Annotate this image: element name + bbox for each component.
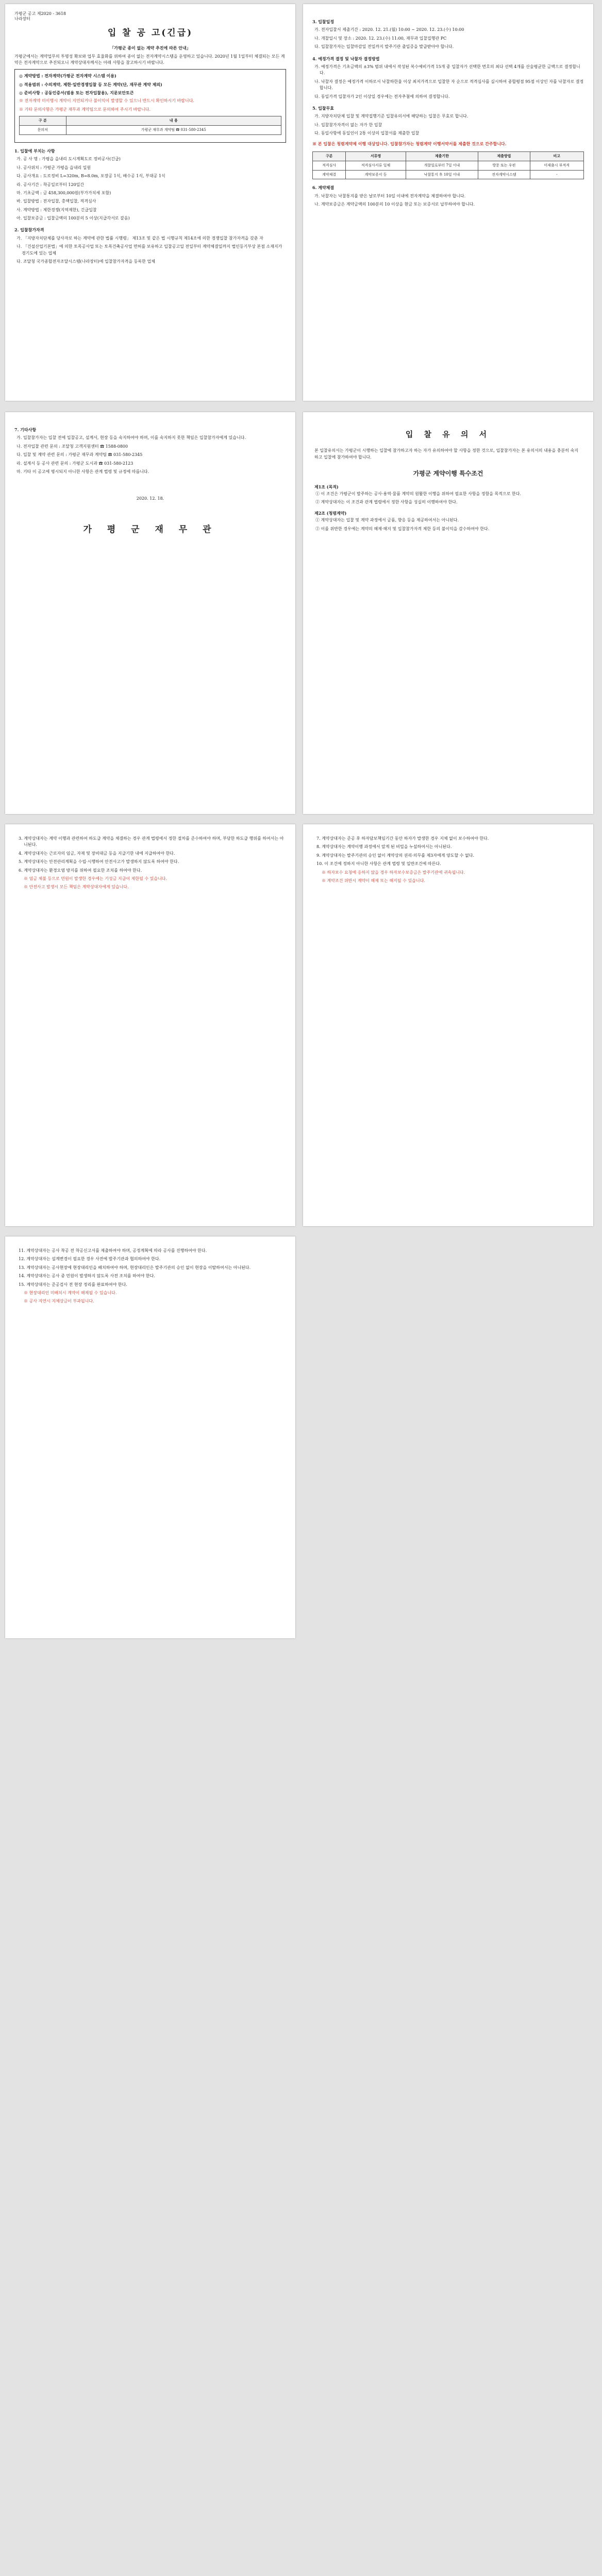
- contract-page-3: [5, 1236, 295, 1638]
- list-item: 14. 계약상대자는 공사 중 민원이 발생하지 않도록 사전 조치를 하여야 한다.: [19, 1274, 155, 1279]
- issuing-organization: 가 평 군 재 무 관: [83, 524, 218, 535]
- list-item: 15. 계약상대자는 준공검사 전 현장 정리를 완료하여야 한다.: [19, 1282, 127, 1287]
- article-clause: ① 계약상대자는 입찰 및 계약 과정에서 금품, 향응 등을 제공하여서는 아니된다.: [315, 518, 459, 523]
- article-clause: ② 이를 위반한 경우에는 계약의 해제·해지 및 입찰참가자격 제한 등의 불이익을 감수하여야 한다.: [315, 526, 490, 531]
- list-item: 다. 입찰 및 계약 관련 문의 : 가평군 재무과 계약팀 ☎ 031-580-2345: [16, 452, 143, 457]
- section-title: 2. 입찰참가자격: [14, 227, 44, 233]
- list-item: 가. 예정가격은 기초금액의 ±3% 범위 내에서 작성된 복수예비가격 15개 중 입찰자가 선택한 번호의 최다 선택 4개를 산술평균한 금액으로 결정합니다.: [314, 64, 580, 76]
- list-item: 다. 입찰참가자는 입찰마감일 전일까지 발주기관 출입증을 발급받아야 합니다.: [314, 44, 454, 49]
- list-item: 11. 계약상대자는 공사 착공 전 착공신고서를 제출하여야 하며, 공정계획에 따라 공사를 진행하여야 한다.: [19, 1248, 207, 1253]
- list-item: 다. 조달청 국가종합전자조달시스템(나라장터)에 입찰참가자격을 등록한 업체: [16, 259, 155, 264]
- list-item: 마. 기타 이 공고에 명시되지 아니한 사항은 관계 법령 및 규정에 따릅니다.: [16, 469, 149, 474]
- list-item: 12. 계약상대자는 설계변경이 필요한 경우 사전에 발주기관과 협의하여야 한다.: [19, 1257, 161, 1262]
- notice-page-1: [5, 4, 295, 401]
- list-item: 다. 공사개요 : 도로정비 L=320m, B=8.0m, 포장공 1식, 배수공 1식, 부대공 1식: [16, 174, 165, 179]
- contract-page-2: [303, 824, 593, 1226]
- notice-subtitle: 「가평군 종이 없는 계약 추진에 따른 안내」: [110, 45, 191, 51]
- article-title: 제2조 (청렴계약): [314, 510, 347, 516]
- list-item: 다. 동일가격 입찰자가 2인 이상일 경우에는 전자추첨에 의하여 결정합니다.: [314, 94, 450, 99]
- pledge-page: [303, 412, 593, 814]
- warning-note: ※ 현장대리인 미배치시 계약이 해제될 수 있습니다.: [24, 1290, 117, 1295]
- list-item: 나. 「건설산업기본법」에 의한 토목공사업 또는 토목건축공사업 면허를 보유하고 입찰공고일 전일부터 계약체결일까지 법인등기부상 본점 소재지가 경기도에 있는 업체: [16, 244, 282, 256]
- warning-note: ※ 안전사고 발생시 모든 책임은 계약상대자에게 있습니다.: [24, 885, 129, 890]
- list-item: 6. 계약상대자는 환경오염 방지를 위하여 필요한 조치를 하여야 한다.: [19, 868, 142, 873]
- list-item: 나. 전자입찰 관련 문의 : 조달청 고객지원센터 ☎ 1588-0800: [16, 444, 128, 449]
- notice-date: 2020. 12. 18.: [136, 496, 164, 501]
- list-item: 라. 공사기간 : 착공일로부터 120일간: [16, 182, 85, 187]
- notice-page-2: [303, 4, 593, 401]
- list-item: 나. 계약보증금은 계약금액의 100분의 10 이상을 현금 또는 보증서로 납부하여야 합니다.: [314, 202, 475, 207]
- list-item: 13. 계약상대자는 공사현장에 현장대리인을 배치하여야 하며, 현장대리인은 발주기관의 승인 없이 현장을 이탈하여서는 아니된다.: [19, 1265, 251, 1270]
- list-item: 8. 계약상대자는 계약이행 과정에서 알게 된 비밀을 누설하여서는 아니된다.: [316, 844, 452, 850]
- table-row: 적격심사 적격심사서류 일체 개찰일로부터 7일 이내 방문 또는 우편 미제출시 부적격: [313, 161, 584, 170]
- document-table: 구분 서류명 제출기한 제출방법 비고 적격심사 적격심사서류 일체 개찰일로부터 7일 이내 방문 또는 우편 미제출시 부적격 계약체결 계약보증서 등 낙찰통지 후 10일 이내 전자계약시스템 -: [312, 151, 584, 180]
- notice-page-3: [5, 412, 295, 814]
- notice-info-box: ◎ 계약방법 : 전자계약(가평군 전자계약 시스템 이용) ◎ 적용범위 : 수의계약, 제한·일반경쟁입찰 등 모든 계약(단, 재무관 계약 제외) ◎ 준비사항 : 공동인증서(범용 또는 전자입찰용), 지문보안토큰 ※ 전자계약 미이행시 계약이 지연되거나 불이익이 발생할 수 있으니 반드시 확인하시기 바랍니다. ※ 기타 문의사항은 가평군 재무과 계약팀으로 문의하여 주시기 바랍니다. 구 분 내 용 문의처 가평군 재무과 계약팀 ☎ 031-580-2345: [14, 69, 286, 143]
- list-item: 가. 지방자치단체 입찰 및 계약집행기준 입찰유의서에 해당하는 입찰은 무효로 합니다.: [314, 114, 469, 119]
- list-item: 5. 계약상대자는 안전관리계획을 수립·시행하여 안전사고가 발생하지 않도록 하여야 한다.: [19, 859, 179, 865]
- list-item: 가. 「지방자치단체를 당사자로 하는 계약에 관한 법률 시행령」 제13조 및 같은 법 시행규칙 제14조에 의한 경쟁입찰 참가자격을 갖춘 자: [16, 235, 263, 241]
- section-title: 1. 입찰에 부치는 사항: [14, 148, 55, 154]
- list-item: 가. 공 사 명 : 가평읍 읍내리 도시계획도로 정비공사(긴급): [16, 157, 121, 162]
- list-item: 10. 이 조건에 정하지 아니한 사항은 관계 법령 및 일반조건에 따른다.: [316, 861, 441, 867]
- contract-page-1: [5, 824, 295, 1226]
- list-item: 9. 계약상대자는 발주기관의 승인 없이 계약상의 권리·의무를 제3자에게 양도할 수 없다.: [316, 853, 474, 858]
- pledge-title: 입 찰 유 의 서: [405, 430, 491, 439]
- notice-header: 가평군 공고 제2020 - 3618 나라장터: [14, 11, 66, 22]
- article-clause: ① 이 조건은 가평군이 발주하는 공사·용역·물품 계약의 원활한 이행을 위하여 필요한 사항을 정함을 목적으로 한다.: [315, 492, 521, 497]
- section-title: 3. 입찰일정: [312, 19, 335, 24]
- list-item: 아. 입찰보증금 : 입찰금액의 100분의 5 이상(지급각서로 갈음): [16, 216, 130, 221]
- list-item: 가. 낙찰자는 낙찰통지를 받은 날로부터 10일 이내에 전자계약을 체결하여야 합니다.: [314, 193, 466, 198]
- highlight-note: ※ 본 입찰은 청렴계약제 이행 대상입니다. 입찰참가자는 청렴계약 이행서약서를 제출한 것으로 간주합니다.: [312, 141, 507, 147]
- section-title: 5. 입찰무효: [312, 105, 335, 111]
- warning-note: ※ 임금 체불 등으로 민원이 발생한 경우에는 기성금 지급이 제한될 수 있습니다.: [24, 876, 168, 881]
- pledge-intro: 본 입찰유의서는 가평군이 시행하는 입찰에 참가하고자 하는 자가 유의하여야 할 사항을 정한 것으로, 입찰참가자는 본 유의서의 내용을 충분히 숙지하고 입찰에 참가하여야 합니다.: [314, 448, 578, 460]
- article-clause: ② 계약상대자는 이 조건과 관계 법령에서 정한 사항을 성실히 이행하여야 한다.: [315, 500, 458, 505]
- warning-note: ※ 계약조건 위반시 계약이 해제 또는 해지될 수 있습니다.: [322, 878, 425, 883]
- notice-title: 입 찰 공 고(긴급): [107, 27, 193, 38]
- notice-info-table: 구 분 내 용 문의처 가평군 재무과 계약팀 ☎ 031-580-2345: [19, 116, 281, 135]
- section-title: 7. 기타사항: [14, 427, 37, 432]
- warning-note: ※ 하자보수 요청에 응하지 않을 경우 하자보수보증금은 발주기관에 귀속됩니다.: [322, 870, 465, 875]
- list-item: 가. 입찰참가자는 입찰 전에 입찰공고, 설계서, 현장 등을 숙지하여야 하며, 이를 숙지하지 못한 책임은 입찰참가자에게 있습니다.: [16, 435, 246, 440]
- list-item: 사. 계약방법 : 제한경쟁(지역제한), 긴급입찰: [16, 207, 97, 212]
- list-item: 마. 기초금액 : 금 458,300,000원(부가가치세 포함): [16, 190, 111, 195]
- list-item: 3. 계약상대자는 계약 이행과 관련하여 하도급 계약을 체결하는 경우 관계 법령에서 정한 절차를 준수하여야 하며, 부당한 하도급 행위를 하여서는 아니된다.: [19, 836, 284, 848]
- list-item: 나. 입찰참가자격이 없는 자가 한 입찰: [314, 122, 382, 127]
- list-item: 나. 개찰일시 및 장소 : 2020. 12. 23.(수) 11:00, 재무과 입찰집행관 PC: [314, 36, 447, 41]
- section-title: 6. 계약체결: [312, 185, 335, 191]
- list-item: 바. 입찰방법 : 전자입찰, 총액입찰, 적격심사: [16, 199, 96, 204]
- list-item: 라. 설계서 등 공사 관련 문의 : 가평군 도시과 ☎ 031-580-2123: [16, 461, 133, 466]
- notice-intro: 가평군에서는 계약업무의 투명성 확보와 업무 효율화를 위하여 종이 없는 전자계약시스템을 운영하고 있습니다. 2020년 1월 1일부터 체결되는 모든 계약은 전자계약으로 추진되오니 계약상대자께서는 아래 사항을 참고하시기 바랍니다.: [14, 54, 285, 65]
- list-item: 4. 계약상대자는 근로자의 임금, 자재 및 장비대금 등을 지급기한 내에 지급하여야 한다.: [19, 851, 175, 856]
- list-item: 나. 공사위치 : 가평군 가평읍 읍내리 일원: [16, 165, 91, 170]
- warning-note: ※ 공사 지연시 지체상금이 부과됩니다.: [24, 1299, 94, 1304]
- list-item: 나. 낙찰자 결정은 예정가격 이하로서 낙찰하한율 이상 최저가격으로 입찰한 자 순으로 적격심사를 실시하여 종합평점 95점 이상인 자를 낙찰자로 결정합니다.: [314, 79, 584, 91]
- table-row: 계약체결 계약보증서 등 낙찰통지 후 10일 이내 전자계약시스템 -: [313, 170, 584, 179]
- law-title: 가평군 계약이행 특수조건: [413, 470, 483, 478]
- article-title: 제1조 (목적): [314, 484, 339, 489]
- list-item: 가. 전자입찰서 제출기간 : 2020. 12. 21.(월) 10:00 ~ 2020. 12. 23.(수) 10:00: [314, 27, 464, 32]
- list-item: 다. 동일사항에 동일인이 2통 이상의 입찰서를 제출한 입찰: [314, 131, 420, 136]
- list-item: 7. 계약상대자는 준공 후 하자담보책임기간 동안 하자가 발생한 경우 지체 없이 보수하여야 한다.: [316, 836, 489, 841]
- section-title: 4. 예정가격 결정 및 낙찰자 결정방법: [312, 56, 380, 61]
